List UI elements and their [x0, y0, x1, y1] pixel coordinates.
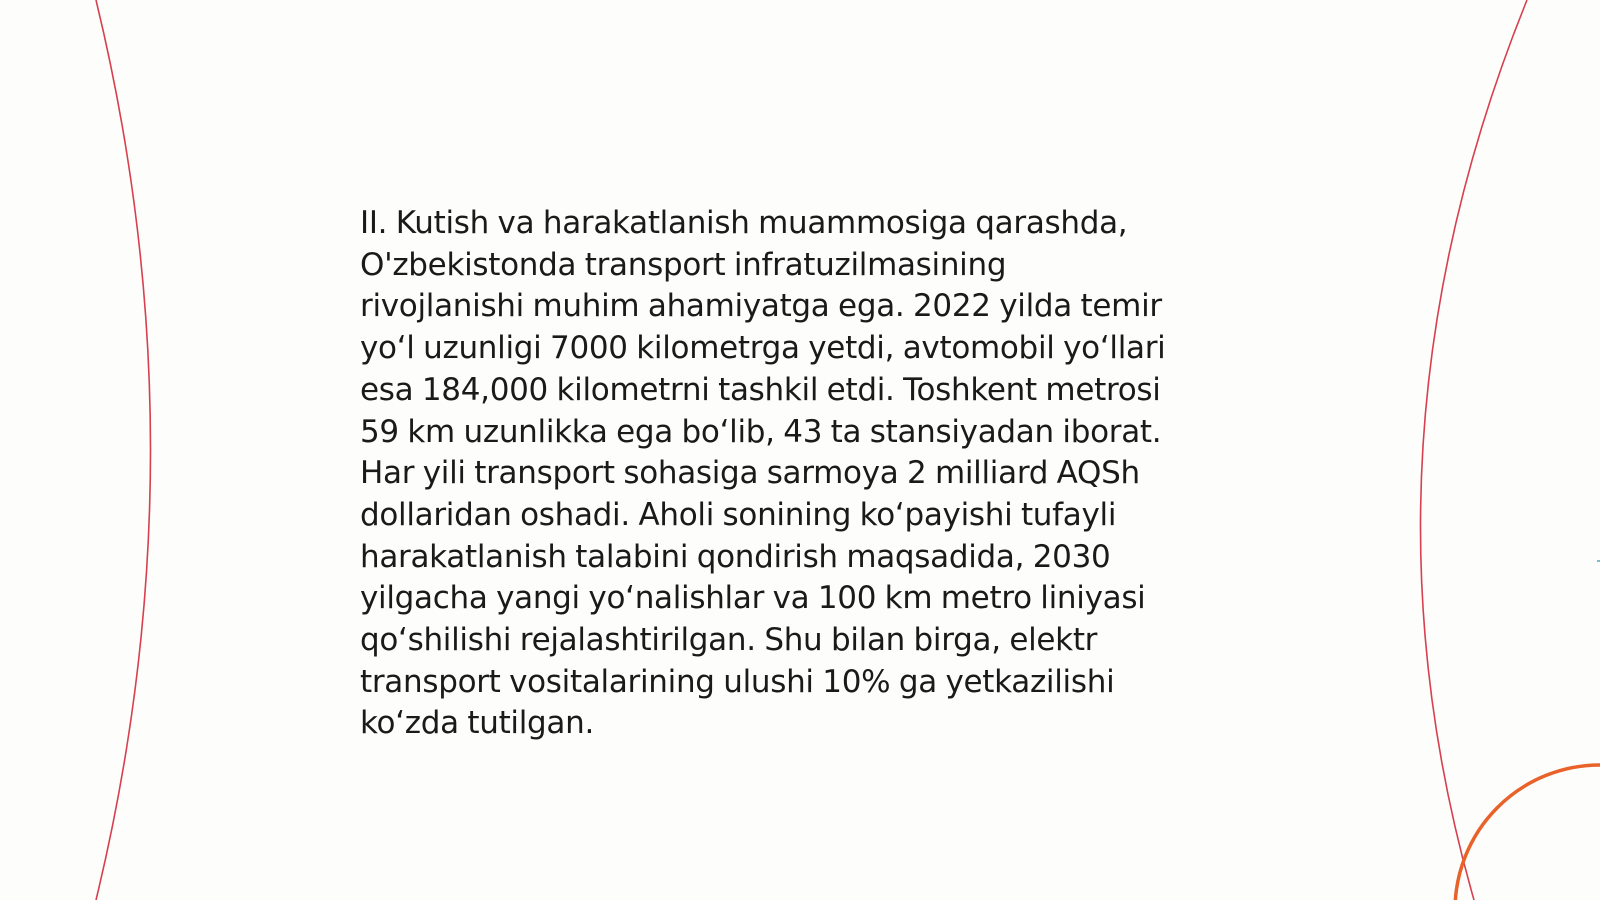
paragraph-line: II. Kutish va harakatlanish muammosiga qarashda, — [360, 205, 1128, 241]
paragraph-line: rivojlanishi muhim ahamiyatga ega. 2022 yilda temir — [360, 288, 1162, 325]
paragraph-line: yilgacha yangi yo‘nalishlar va 100 km metro liniyasi — [360, 580, 1146, 617]
corner-arc — [1455, 765, 1600, 900]
left-arc — [96, 0, 151, 900]
paragraph-line: qo‘shilishi rejalashtirilgan. Shu bilan birga, elektr — [360, 622, 1098, 659]
body-paragraph — [360, 203, 1220, 745]
paragraph-line: ko‘zda tutilgan. — [360, 705, 595, 742]
paragraph-line: transport vositalarining ulushi 10% ga yetkazilishi — [360, 663, 1115, 700]
paragraph-line: yo‘l uzunligi 7000 kilometrga yetdi, avtomobil yo‘llari — [360, 330, 1166, 367]
right-arc — [1420, 0, 1527, 900]
paragraph-line: dollaridan oshadi. Aholi sonining ko‘payishi tufayli — [360, 496, 1117, 533]
paragraph-line: 59 km uzunlikka ega bo‘lib, 43 ta stansiyadan iborat. — [360, 413, 1162, 450]
paragraph-line: O'zbekistonda transport infratuzilmasining — [360, 246, 1007, 283]
paragraph-line: harakatlanish talabini qondirish maqsadida, 2030 — [360, 538, 1111, 575]
paragraph-line: Har yili transport sohasiga sarmoya 2 milliard AQSh — [360, 455, 1140, 492]
paragraph-line: esa 184,000 kilometrni tashkil etdi. Toshkent metrosi — [360, 371, 1161, 408]
